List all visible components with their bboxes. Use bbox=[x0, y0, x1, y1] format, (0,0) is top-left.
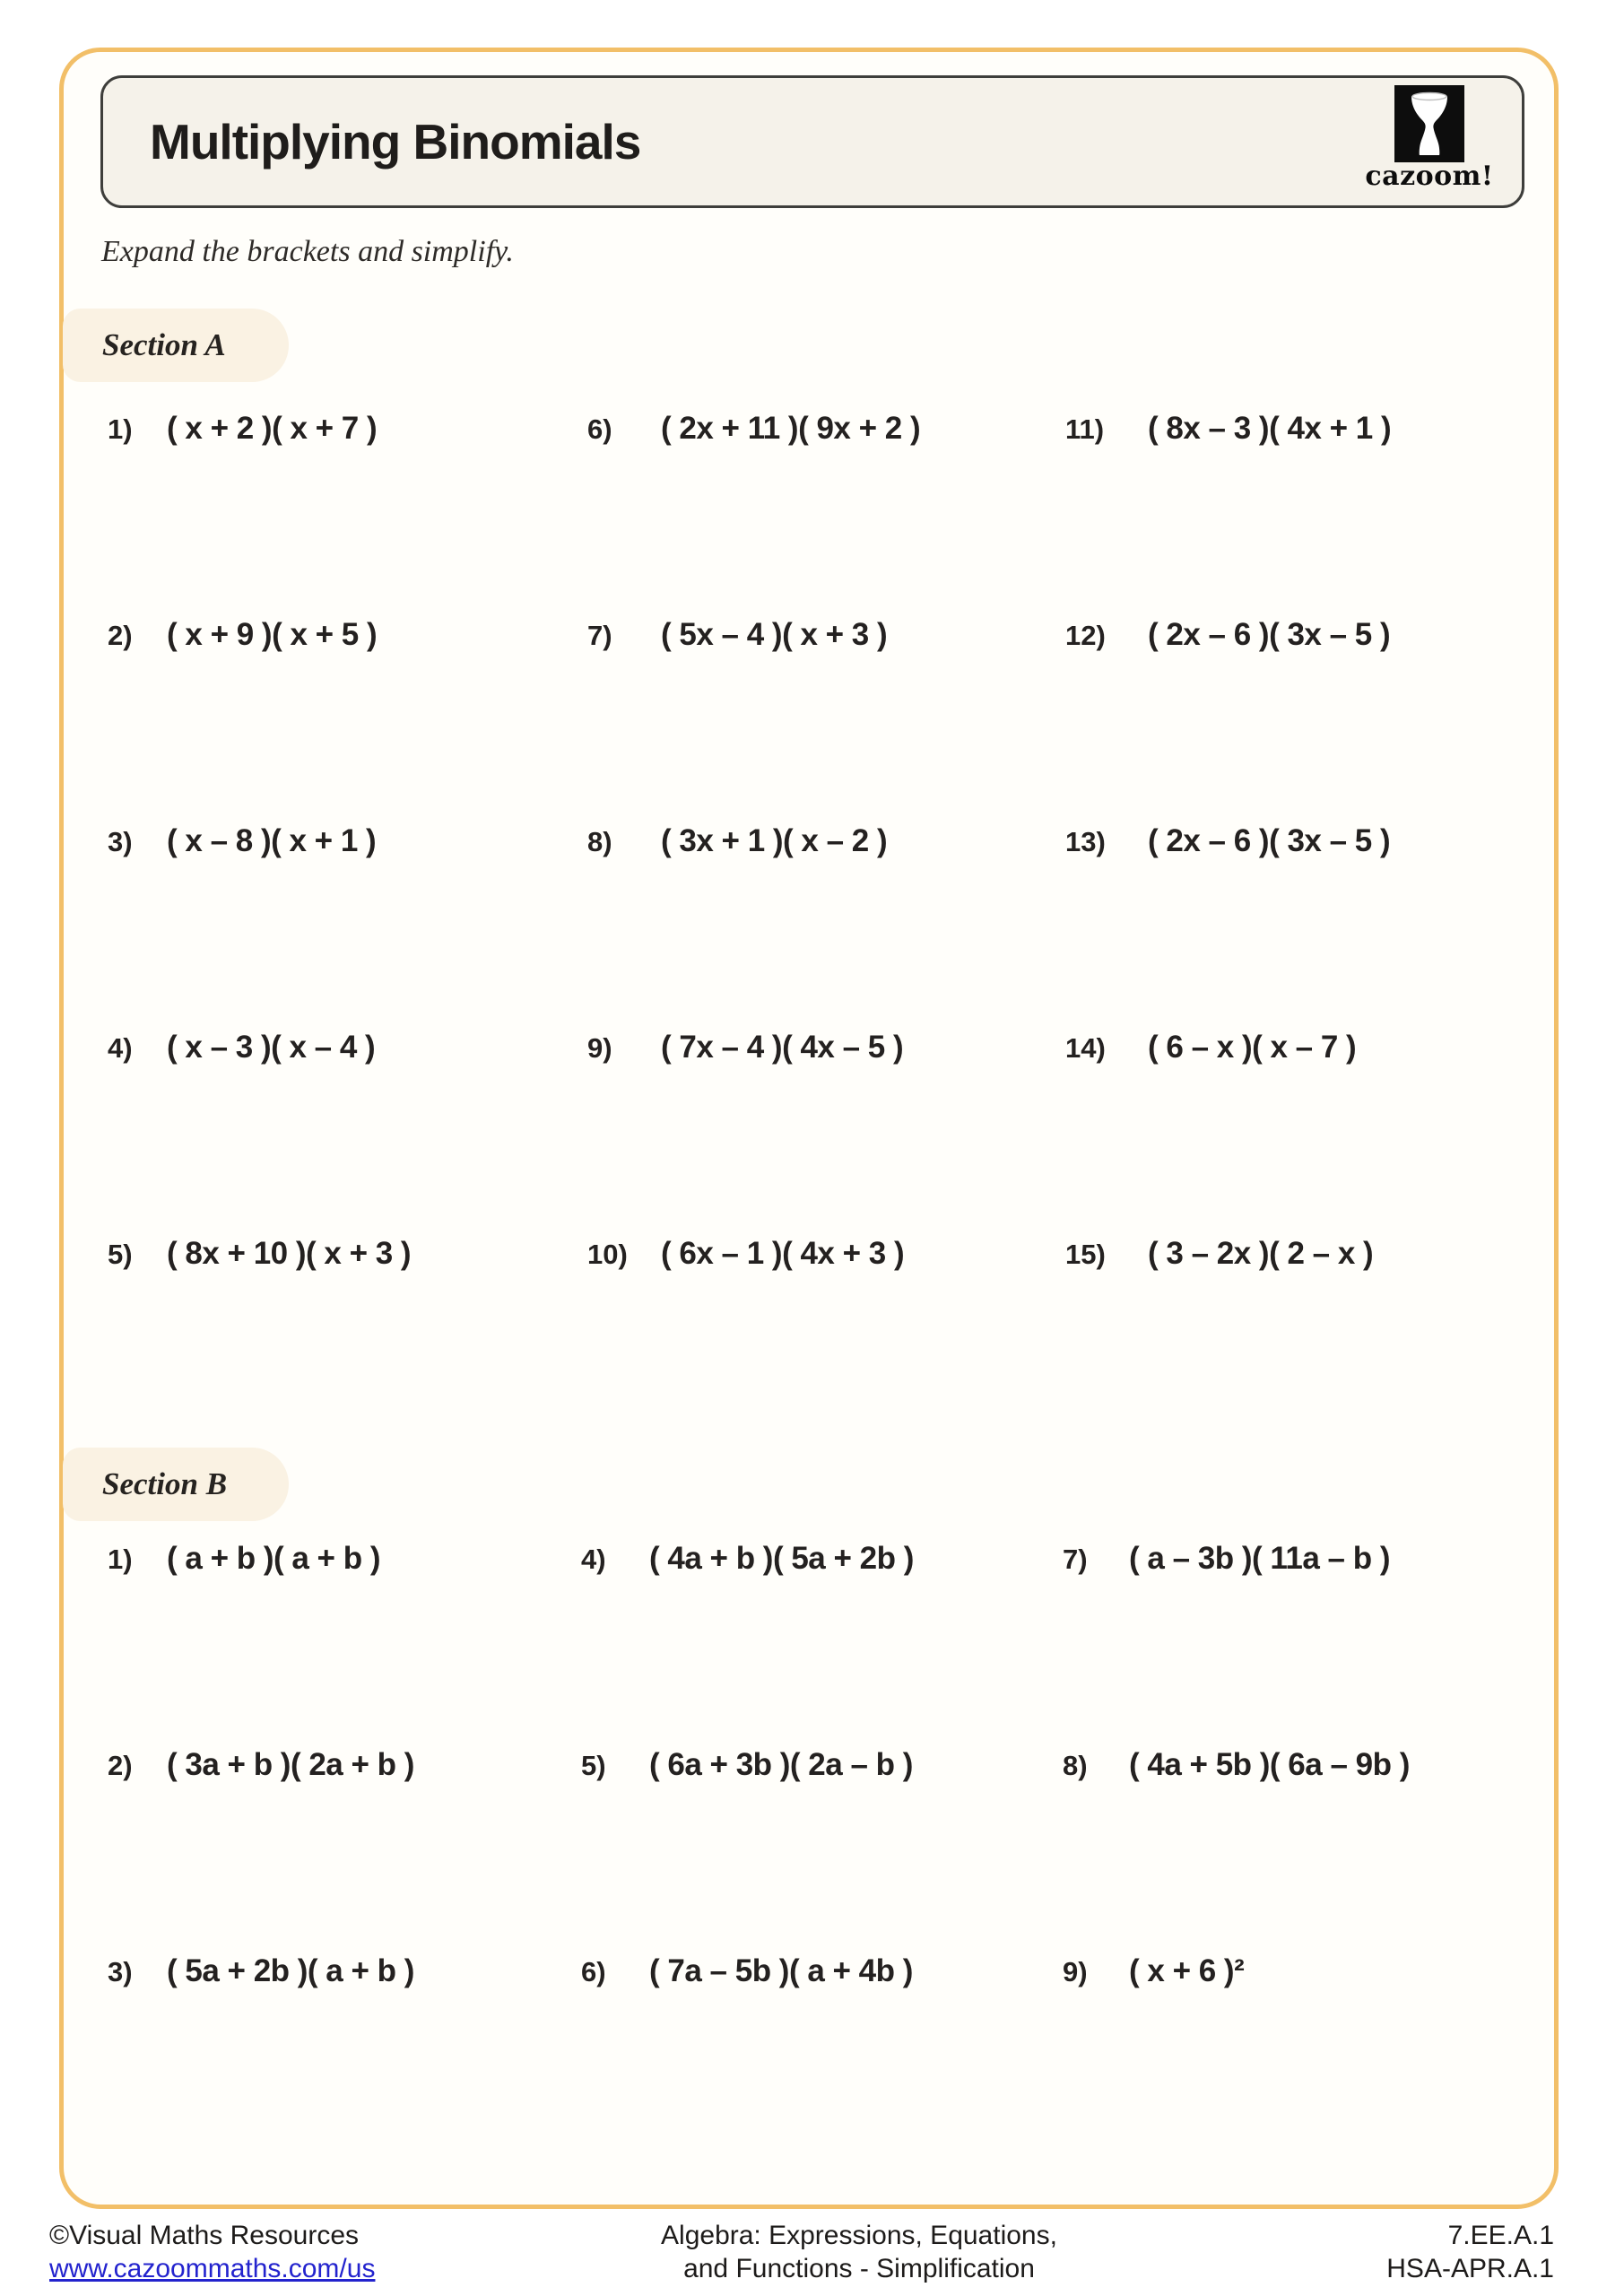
problem-expression: ( 2x + 11 )( 9x + 2 ) bbox=[661, 411, 921, 446]
problem-a-12 bbox=[1065, 617, 1391, 823]
problem-expression: ( 7x – 4 )( 4x – 5 ) bbox=[661, 1030, 904, 1065]
problem-a-3 bbox=[108, 823, 411, 1030]
problem-number: 3) bbox=[108, 1956, 133, 1987]
problem-number: 1) bbox=[108, 1544, 133, 1575]
problem-a-7 bbox=[587, 617, 920, 823]
standard-code-2: HSA-APR.A.1 bbox=[1386, 2254, 1554, 2283]
problem-a-14 bbox=[1065, 1030, 1391, 1236]
problem-a-6 bbox=[587, 411, 920, 617]
problem-number: 8) bbox=[587, 826, 612, 857]
page-title: Multiplying Binomials bbox=[150, 114, 641, 170]
copyright-text: ©Visual Maths Resources bbox=[49, 2221, 360, 2250]
problem-b-3 bbox=[108, 1953, 414, 2160]
problem-a-5 bbox=[108, 1236, 411, 1442]
problem-b-9 bbox=[1063, 1953, 1410, 2160]
problem-number: 5) bbox=[108, 1239, 133, 1270]
problem-b-4 bbox=[581, 1541, 914, 1747]
problem-expression: ( 8x – 3 )( 4x + 1 ) bbox=[1148, 411, 1392, 446]
problem-expression: ( 5a + 2b )( a + b ) bbox=[167, 1953, 414, 1988]
section-a-label: Section A bbox=[63, 309, 289, 382]
problem-number: 13) bbox=[1065, 826, 1106, 857]
problem-number: 10) bbox=[587, 1239, 628, 1270]
problem-a-13 bbox=[1065, 823, 1391, 1030]
footer-center bbox=[590, 2219, 1128, 2285]
website-link[interactable]: www.cazoommaths.com/us bbox=[49, 2254, 376, 2283]
problem-expression: ( 8x + 10 )( x + 3 ) bbox=[167, 1236, 412, 1271]
section-b-label: Section B bbox=[63, 1448, 289, 1521]
problem-number: 2) bbox=[108, 1750, 133, 1781]
problem-expression: ( x – 8 )( x + 1 ) bbox=[167, 823, 377, 858]
problem-number: 8) bbox=[1063, 1750, 1088, 1781]
problem-number: 9) bbox=[1063, 1956, 1088, 1987]
standard-code-1: 7.EE.A.1 bbox=[1447, 2221, 1554, 2250]
problem-number: 9) bbox=[587, 1032, 612, 1064]
problem-expression: ( 7a – 5b )( a + 4b ) bbox=[649, 1953, 913, 1988]
problem-expression: ( 6x – 1 )( 4x + 3 ) bbox=[661, 1236, 905, 1271]
problem-b-6 bbox=[581, 1953, 914, 2160]
footer-right bbox=[1386, 2219, 1554, 2285]
problem-a-4 bbox=[108, 1030, 411, 1236]
problem-a-1 bbox=[108, 411, 411, 617]
problem-expression: ( 3x + 1 )( x – 2 ) bbox=[661, 823, 888, 858]
problem-expression: ( 3a + b )( 2a + b ) bbox=[167, 1747, 414, 1782]
topic-line-2: and Functions - Simplification bbox=[683, 2254, 1035, 2283]
problem-b-8 bbox=[1063, 1747, 1410, 1953]
problem-number: 6) bbox=[581, 1956, 606, 1987]
topic-line-1: Algebra: Expressions, Equations, bbox=[661, 2221, 1057, 2250]
title-box bbox=[100, 75, 1524, 208]
section-b-column-1 bbox=[108, 1541, 414, 2160]
problem-a-8 bbox=[587, 823, 920, 1030]
problem-number: 3) bbox=[108, 826, 133, 857]
problem-a-2 bbox=[108, 617, 411, 823]
section-a-column-2 bbox=[587, 411, 920, 1442]
section-b-column-3 bbox=[1063, 1541, 1410, 2160]
problem-number: 5) bbox=[581, 1750, 606, 1781]
problem-b-5 bbox=[581, 1747, 914, 1953]
problem-number: 14) bbox=[1065, 1032, 1106, 1064]
problem-number: 15) bbox=[1065, 1239, 1106, 1270]
problem-number: 4) bbox=[108, 1032, 133, 1064]
problem-expression: ( 4a + 5b )( 6a – 9b ) bbox=[1129, 1747, 1410, 1782]
problem-expression: ( 6 – x )( x – 7 ) bbox=[1148, 1030, 1357, 1065]
problem-expression: ( x + 9 )( x + 5 ) bbox=[167, 617, 378, 652]
problem-expression: ( 4a + b )( 5a + 2b ) bbox=[649, 1541, 914, 1576]
problem-expression: ( 5x – 4 )( x + 3 ) bbox=[661, 617, 888, 652]
problem-expression: ( 3 – 2x )( 2 – x ) bbox=[1148, 1236, 1374, 1271]
problem-b-1 bbox=[108, 1541, 414, 1747]
problem-number: 12) bbox=[1065, 620, 1106, 651]
drum-icon bbox=[1394, 85, 1464, 162]
problem-expression: ( x – 3 )( x – 4 ) bbox=[167, 1030, 376, 1065]
problem-number: 7) bbox=[587, 620, 612, 651]
problem-number: 11) bbox=[1065, 413, 1105, 445]
section-a-column-1 bbox=[108, 411, 411, 1442]
problem-a-10 bbox=[587, 1236, 920, 1442]
problem-expression: ( a + b )( a + b ) bbox=[167, 1541, 380, 1576]
problem-a-15 bbox=[1065, 1236, 1391, 1442]
problem-expression: ( 6a + 3b )( 2a – b ) bbox=[649, 1747, 913, 1782]
problem-expression: ( 2x – 6 )( 3x – 5 ) bbox=[1148, 617, 1391, 652]
problem-expression: ( 2x – 6 )( 3x – 5 ) bbox=[1148, 823, 1391, 858]
problem-b-7 bbox=[1063, 1541, 1410, 1747]
problem-number: 6) bbox=[587, 413, 612, 445]
logo-wordmark: cazoom! bbox=[1365, 161, 1494, 192]
problem-number: 7) bbox=[1063, 1544, 1088, 1575]
problem-b-2 bbox=[108, 1747, 414, 1953]
problem-number: 1) bbox=[108, 413, 133, 445]
cazoom-logo bbox=[1353, 85, 1506, 192]
problem-expression: ( x + 2 )( x + 7 ) bbox=[167, 411, 378, 446]
problem-a-9 bbox=[587, 1030, 920, 1236]
instruction-text: Expand the brackets and simplify. bbox=[101, 235, 514, 268]
problem-expression: ( x + 6 )² bbox=[1129, 1953, 1245, 1988]
section-b-column-2 bbox=[581, 1541, 914, 2160]
problem-expression: ( a – 3b )( 11a – b ) bbox=[1129, 1541, 1390, 1576]
footer-left bbox=[49, 2219, 375, 2285]
problem-number: 2) bbox=[108, 620, 133, 651]
section-a-column-3 bbox=[1065, 411, 1391, 1442]
problem-a-11 bbox=[1065, 411, 1391, 617]
problem-number: 4) bbox=[581, 1544, 606, 1575]
